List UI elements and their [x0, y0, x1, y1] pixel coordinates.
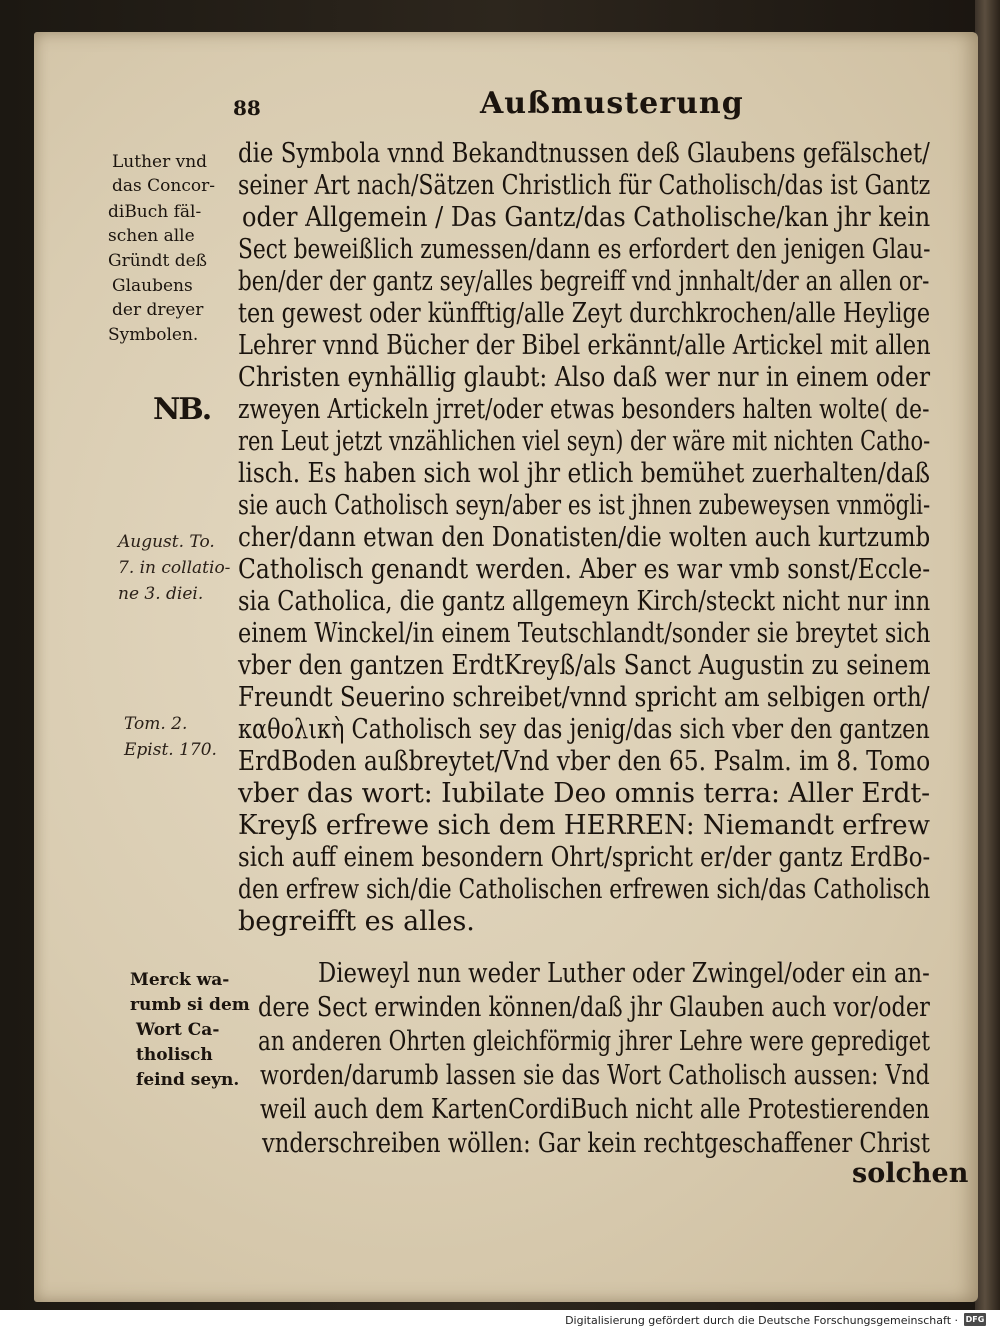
margin-line: Merck wa- [130, 970, 230, 990]
body-line: sich auff einem besondern Ohrt/spricht er/der gantz ErdBo- [238, 842, 931, 873]
margin-line: Luther vnd [112, 152, 208, 172]
margin-line: tholisch [136, 1045, 213, 1065]
catchword: solchen [852, 1158, 969, 1189]
margin-line: 7. in collatio- [118, 558, 231, 578]
book-edge [975, 0, 1000, 1310]
body-line: dere Sect erwinden können/daß jhr Glauben auch vor/oder [258, 992, 930, 1023]
body-line: vnderschreiben wöllen: Gar kein rechtgeschaffener Christ [262, 1128, 930, 1159]
body-line: Catholisch genandt werden. Aber es war vmb sonst/Eccle- [238, 554, 931, 585]
body-line: Christen eynhällig glaubt: Also daß wer nur in einem oder [238, 362, 931, 393]
body-line: Kreyß erfrewe sich dem HERREN: Niemandt erfrew [238, 810, 930, 841]
page-number: 88 [233, 96, 261, 120]
body-line: sia Catholica, die gantz allgemeyn Kirch/steckt nicht nur inn [238, 586, 931, 617]
margin-line: Tom. 2. [124, 714, 188, 734]
body-line: oder Allgemein / Das Gantz/das Catholische/kan jhr kein [242, 202, 931, 233]
body-line: weil auch dem KartenCordiBuch nicht alle Protestierenden [260, 1094, 930, 1125]
body-line: Lehrer vnnd Bücher der Bibel erkännt/alle Artickel mit allen [238, 330, 931, 361]
body-line: ren Leut jetzt vnzählichen viel seyn) der wäre mit nichten Catho- [238, 426, 931, 457]
body-line: Sect beweißlich zumessen/dann es erfordert den jenigen Glau- [238, 234, 931, 265]
margin-line: feind seyn. [136, 1070, 240, 1090]
margin-line: der dreyer [112, 300, 204, 320]
margin-line: August. To. [118, 532, 215, 552]
margin-line: das Concor- [112, 176, 215, 196]
body-line: die Symbola vnnd Bekandtnussen deß Glaubens gefälschet/ [238, 138, 930, 169]
margin-line: Glaubens [112, 276, 193, 296]
body-line: seiner Art nach/Sätzen Christlich für Catholisch/das ist Gantz [238, 170, 931, 201]
body-line: Dieweyl nun weder Luther oder Zwingel/oder ein an- [318, 958, 930, 989]
body-line: ten gewest oder künfftig/alle Zeyt durchkrochen/alle Heylige [238, 298, 931, 329]
margin-line: ne 3. diei. [118, 584, 204, 604]
footer-credit: Digitalisierung gefördert durch die Deutsche Forschungsgemeinschaft · [565, 1314, 958, 1327]
body-line: den erfrew sich/die Catholischen erfrewen sich/das Catholisch [238, 874, 931, 905]
body-line: vber das wort: Iubilate Deo omnis terra: Aller Erdt- [238, 778, 931, 809]
margin-line: Wort Ca- [136, 1020, 220, 1040]
body-line: cher/dann etwan den Donatisten/die wolten auch kurtzumb [238, 522, 931, 553]
margin-line: Symbolen. [108, 325, 199, 345]
margin-line: diBuch fäl- [108, 202, 202, 222]
running-head: Außmusterung [480, 86, 744, 121]
margin-line: rumb si dem [130, 995, 250, 1015]
body-line: καθολικὴ Catholisch sey das jenig/das sich vber den gantzen [238, 714, 930, 745]
body-line: worden/darumb lassen sie das Wort Catholisch aussen: Vnd [260, 1060, 930, 1091]
body-line: Freundt Seuerino schreibet/vnnd spricht am selbigen orth/ [238, 682, 930, 713]
body-line: ErdBoden außbreytet/Vnd vber den 65. Psalm. im 8. Tomo [238, 746, 931, 777]
body-line: lisch. Es haben sich wol jhr etlich bemühet zuerhalten/daß [238, 458, 931, 489]
body-line: zweyen Artickeln jrret/oder etwas besonders halten wolte( de- [238, 394, 930, 425]
body-line: vber den gantzen ErdtKreyß/als Sanct Augustin zu seinem [238, 650, 931, 681]
body-line: ben/der der gantz sey/alles begreiff vnd jnnhalt/der an allen or- [238, 266, 930, 297]
margin-line: schen alle [108, 226, 195, 246]
body-line: einem Winckel/in einem Teutschlandt/sonder sie breytet sich [238, 618, 931, 649]
margin-line: Gründt deß [108, 251, 208, 271]
body-line: sie auch Catholisch seyn/aber es ist jhnen zubeweysen vnmögli- [238, 490, 931, 521]
body-line: begreifft es alles. [238, 906, 475, 937]
body-line: an anderen Ohrten gleichförmig jhrer Lehre were geprediget [258, 1026, 931, 1057]
dfg-logo: DFG [965, 1315, 985, 1324]
nb-mark: NB. [153, 392, 211, 427]
margin-line: Epist. 170. [124, 740, 217, 760]
